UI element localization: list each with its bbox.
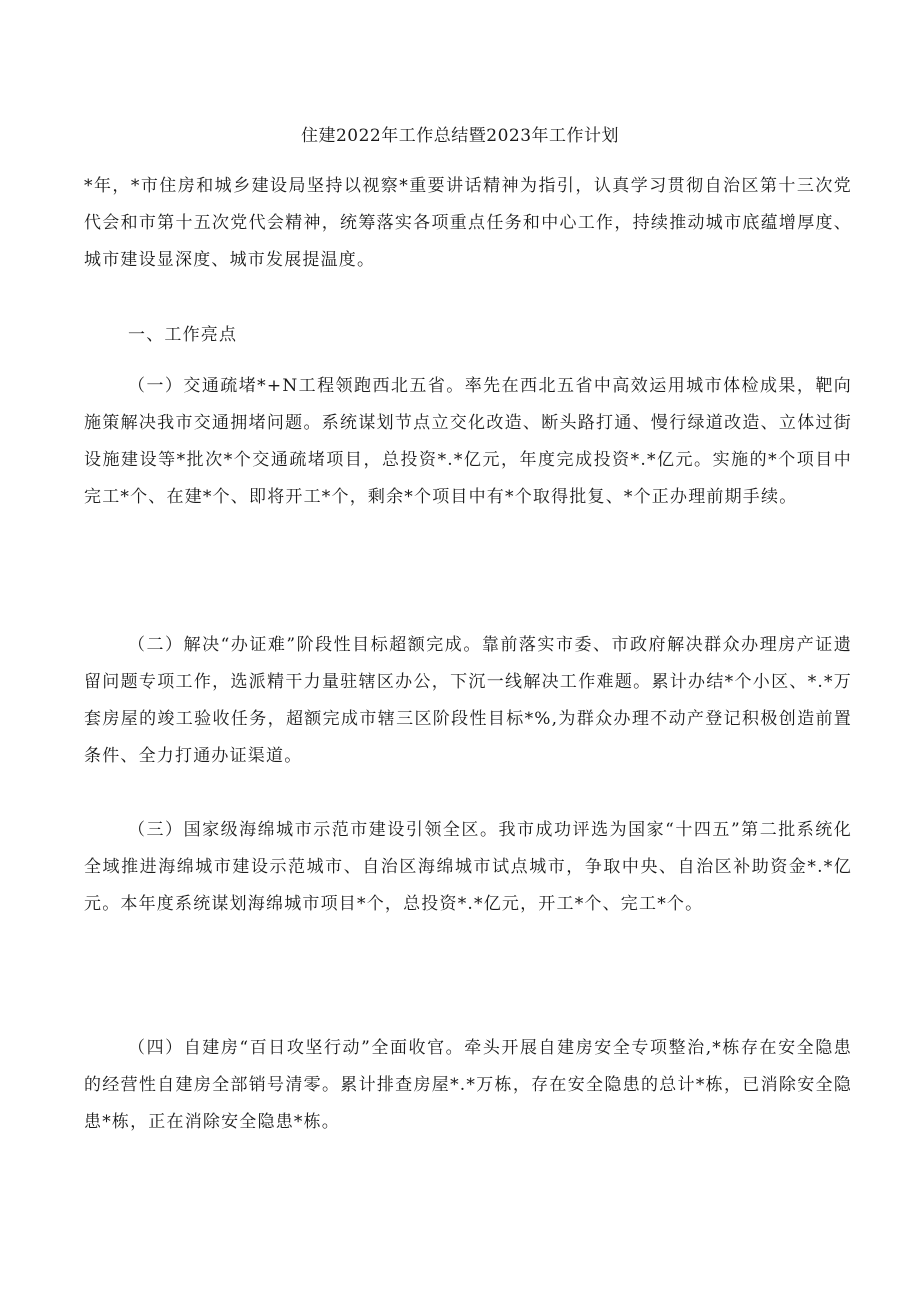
paragraph-2: （二）解决“办证难”阶段性目标超额完成。靠前落实市委、市政府解决群众办理房产证遗留问题专项工作，选派精干力量驻辖区办公，下沉一线解决工作难题。累计办结*个小区、*.*万套房屋的竣工验收任务，超额完成市辖三区阶段性目标*%,为群众办理不动产登记积极创造前置条件、全力打通办证渠道。	[84, 635, 852, 766]
paragraph-4: （四）自建房“百日攻坚行动”全面收官。牵头开展自建房安全专项整治,*栋存在安全隐患的经营性自建房全部销号清零。累计排查房屋*.*万栋，存在安全隐患的总计*栋，已消除安全隐患*栋，正在消除安全隐患*栋。	[84, 1038, 852, 1132]
paragraph-3: （三）国家级海绵城市示范市建设引领全区。我市成功评选为国家“十四五”第二批系统化全域推进海绵城市建设示范城市、自治区海绵城市试点城市，争取中央、自治区补助资金*.*亿元。本年度系统谋划海绵城市项目*个，总投资*.*亿元，开工*个、完工*个。	[84, 820, 852, 914]
paragraph-1: （一）交通疏堵*+N工程领跑西北五省。率先在西北五省中高效运用城市体检成果，靶向施策解决我市交通拥堵问题。系统谋划节点立交化改造、断头路打通、慢行绿道改造、立体过街设施建设等*批次*个交通疏堵项目，总投资*.*亿元，年度完成投资*.*亿元。实施的*个项目中完工*个、在建*个、即将开工*个，剩余*个项目中有*个取得批复、*个正办理前期手续。	[84, 376, 852, 507]
document-title: 住建2022年工作总结暨2023年工作计划	[300, 126, 620, 146]
intro-paragraph: *年，*市住房和城乡建设局坚持以视察*重要讲话精神为指引，认真学习贯彻自治区第十三次党代会和市第十五次党代会精神，统筹落实各项重点任务和中心工作，持续推动城市底蕴增厚度、城市建设显深度、城市发展提温度。	[84, 176, 852, 270]
section-heading: 一、工作亮点	[128, 325, 238, 345]
